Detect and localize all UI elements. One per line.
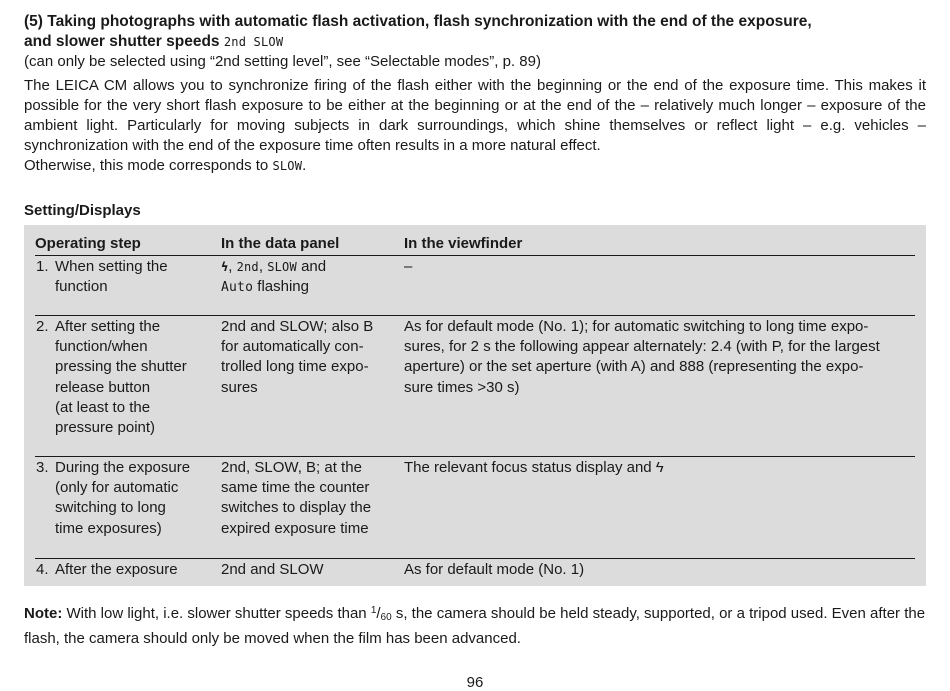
body-paragraph-1: The LEICA CM allows you to synchronize firing of the flash either with the beginning or the end of the exposure time. This makes it possible for the very short flash exposure to be either at the beginning or at the end of the – relatively much longer – exposure of the ambient light. Particularly for moving subjects in dark surroundings, which shine themselves or reflect light – e.g. vehicles – synchronization with the end of the exposure time often results in a more natural effect. xyxy=(24,77,926,154)
row-rule xyxy=(35,315,915,316)
row-1-panel xyxy=(221,257,401,298)
section-heading xyxy=(24,12,926,52)
lcd-2nd: 2nd xyxy=(236,260,259,274)
row-4-step-line: After the exposure xyxy=(55,561,178,578)
row-2-viewfinder-line: sures, for 2 s the following appear alternately: 2.4 (with P, for the largest xyxy=(404,338,880,356)
lcd-auto: Auto xyxy=(221,280,254,296)
row-2-panel xyxy=(221,317,401,398)
column-header-panel: In the data panel xyxy=(221,235,340,252)
row-3-step-line: (only for automatic xyxy=(55,479,179,497)
row-2-step-line: pressure point) xyxy=(55,419,156,437)
row-rule xyxy=(35,558,915,559)
sep: , xyxy=(258,258,268,275)
row-3-panel xyxy=(221,458,401,539)
row-3-panel-line: switches to display the xyxy=(221,499,372,517)
row-2-viewfinder-line: sure times >30 s) xyxy=(404,378,520,396)
row-4-number: 4. xyxy=(36,561,49,578)
row-2-number: 2. xyxy=(36,318,49,335)
lcd-slow: SLOW xyxy=(267,260,297,274)
heading-lcd-symbols: 2nd SLOW xyxy=(223,35,284,49)
row-4-panel xyxy=(221,560,401,580)
note-label: Note: xyxy=(24,605,63,622)
row-3-step-line: During the exposure xyxy=(55,459,191,476)
row-1-number: 1. xyxy=(36,258,49,275)
row-2-step xyxy=(55,317,220,438)
row-3-panel-line: expired exposure time xyxy=(221,519,369,537)
heading-line-1: (5) Taking photographs with automatic flash activation, flash synchronization with the end of the exposure, xyxy=(24,13,812,30)
note-text-after: s, the camera should be held steady, supported, or a tripod used. Even after the flash, the camera should only be moved when the film has been advanced. xyxy=(24,605,926,647)
row-2-step-line: release button xyxy=(55,378,151,396)
row-3-number: 3. xyxy=(36,459,49,476)
row-2-step-line: pressing the shutter xyxy=(55,358,187,376)
para2-lcd: SLOW xyxy=(272,159,303,173)
row-3-viewfinder: The relevant focus status display and ϟ xyxy=(404,459,664,476)
row-1-step-line: function xyxy=(55,278,108,296)
row-3-panel-line: same time the counter xyxy=(221,479,370,497)
row-3-panel-line: 2nd, SLOW, B; at the xyxy=(221,459,362,476)
row-4-panel-line: 2nd and SLOW xyxy=(221,561,324,578)
note-paragraph xyxy=(24,600,926,649)
para2-prefix: Otherwise, this mode corresponds to xyxy=(24,157,269,174)
row-2-viewfinder-line: aperture) or the set aperture (with A) and 888 (representing the expo- xyxy=(404,358,864,376)
row-1-step-line: When setting the xyxy=(55,258,168,275)
column-header-step: Operating step xyxy=(35,235,141,252)
fraction-denominator: 60 xyxy=(380,612,392,623)
row-3-step xyxy=(55,458,220,539)
header-rule xyxy=(35,255,915,256)
note-text-before: With low light, i.e. slower shutter speeds than xyxy=(62,605,371,622)
row-2-step-line: After setting the xyxy=(55,318,161,335)
heading-line-2-wrap xyxy=(24,32,926,52)
body-text xyxy=(24,76,926,176)
row-2-step-line: function/when xyxy=(55,338,148,356)
body-paragraph-2 xyxy=(24,156,926,176)
row-1-viewfinder: – xyxy=(404,258,413,275)
row-3-step-line: time exposures) xyxy=(55,519,162,537)
row-4-viewfinder: As for default mode (No. 1) xyxy=(404,561,585,578)
row-2-panel-line: for automatically con- xyxy=(221,338,364,356)
row-1-step xyxy=(55,257,215,297)
section-title: Setting/Displays xyxy=(24,202,141,219)
fraction-numerator: 1 xyxy=(370,605,377,616)
row-1-panel-line-1 xyxy=(221,257,401,277)
row-2-viewfinder xyxy=(404,317,924,398)
row-2-viewfinder-line: As for default mode (No. 1); for automatic switching to long time expo- xyxy=(404,318,869,335)
row-4-step xyxy=(55,560,220,580)
row-2-step-line: (at least to the xyxy=(55,398,151,416)
row-2-panel-line: trolled long time expo- xyxy=(221,358,369,376)
page-number: 96 xyxy=(466,674,484,691)
para2-suffix: . xyxy=(302,157,307,174)
row-2-panel-line: 2nd and SLOW; also B xyxy=(221,318,374,335)
row-3-step-line: switching to long xyxy=(55,499,166,517)
row-rule xyxy=(35,456,915,457)
settings-table xyxy=(24,225,926,586)
panel-text: and xyxy=(296,258,327,275)
flash-lcd-icon: ϟ xyxy=(221,260,229,274)
heading-line-2: and slower shutter speeds xyxy=(24,33,220,50)
row-2-panel-line: sures xyxy=(221,378,258,396)
shutter-fraction: $^1/_{60}$ xyxy=(370,605,392,623)
row-1-panel-line-2 xyxy=(221,277,401,298)
sep: , xyxy=(228,258,237,275)
selection-note: (can only be selected using “2nd setting level”, see “Selectable modes”, p. 89) xyxy=(24,53,541,70)
panel-text: flashing xyxy=(253,278,309,296)
column-header-viewfinder: In the viewfinder xyxy=(404,235,523,252)
